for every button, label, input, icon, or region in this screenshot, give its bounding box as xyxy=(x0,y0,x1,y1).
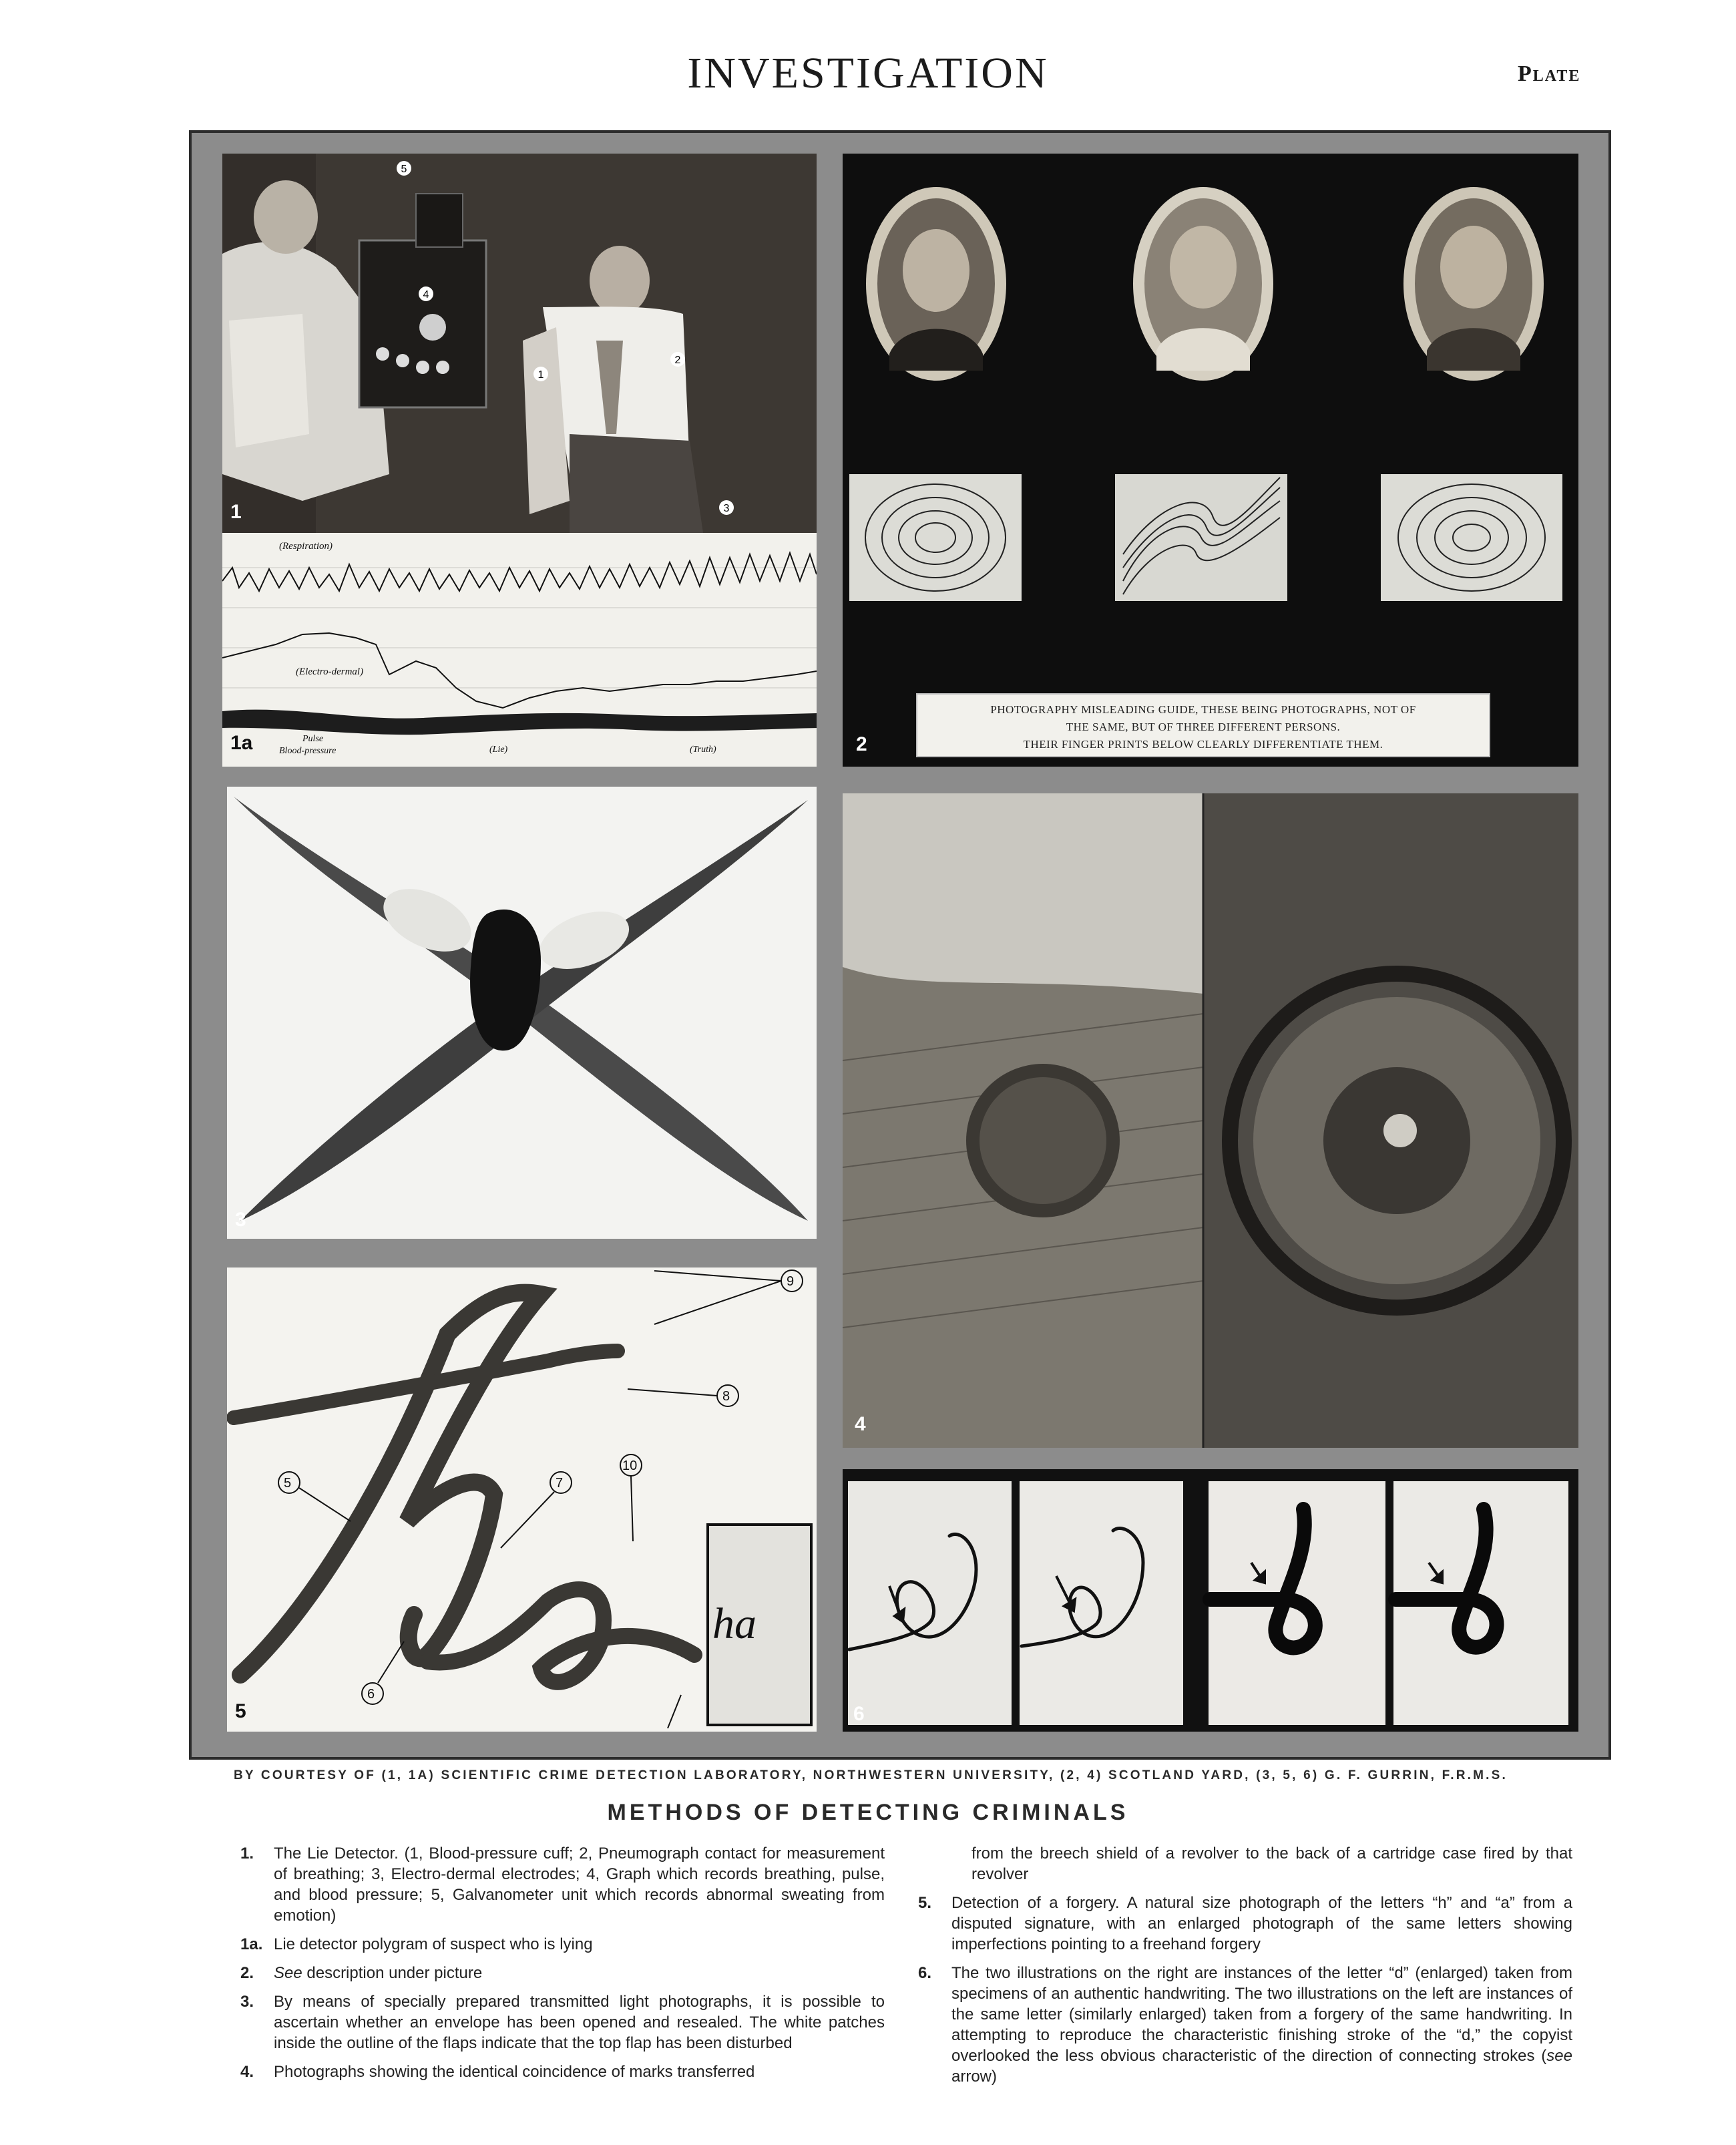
callout-7: 7 xyxy=(556,1476,564,1491)
callout-2: 2 xyxy=(674,355,681,366)
enlarged-letters-h-a xyxy=(227,1268,817,1732)
description-item-6 xyxy=(918,1963,1572,2087)
lie-label: (Lie) xyxy=(489,745,508,755)
portraits-and-fingerprints xyxy=(843,154,1578,767)
truth-label: (Truth) xyxy=(690,745,716,755)
item-number: 1. xyxy=(240,1844,254,1863)
electrodermal-label: (Electro-dermal) xyxy=(296,666,364,677)
item-text: The Lie Detector. (1, Blood-pressure cuff; 2, Pneumograph contact for measurement of breathing; 3, Electro-dermal electrodes; 4, Graph which records breathing, pulse, and blood pressure; 5, Galvanometer unit which records abnormal sweating from emotion) xyxy=(274,1844,885,1925)
envelope-flaps-image xyxy=(227,787,817,1239)
item-number: 3. xyxy=(240,1993,254,2011)
figure-6-letter-d-comparison xyxy=(843,1469,1578,1732)
item-number: 4. xyxy=(240,2063,254,2081)
callout-5: 5 xyxy=(284,1476,292,1491)
callout-9: 9 xyxy=(787,1274,795,1289)
figure-3-number: 3 xyxy=(235,1209,246,1231)
item-text: Detection of a forgery. A natural size photograph of the letters “h” and “a” from a disputed signature, with an enlarged photograph of the same letters showing imperfections pointing to a freehand forgery xyxy=(951,1894,1572,1953)
page-title: INVESTIGATION xyxy=(687,49,1049,98)
descriptions-right-column xyxy=(918,1843,1572,2095)
description-item-4-continued: from the breech shield of a revolver to the back of a cartridge case fired by that revolver xyxy=(971,1844,1572,1883)
figure-6-number: 6 xyxy=(853,1703,865,1725)
figure-1a-number: 1a xyxy=(230,732,253,754)
figure-1-lie-detector xyxy=(222,154,817,767)
descriptions-left-column xyxy=(240,1843,885,2090)
callout-3: 3 xyxy=(723,503,730,514)
caption-line-3: THEIR FINGER PRINTS BELOW CLEARLY DIFFERENTIATE THEM. xyxy=(1023,738,1383,751)
item-text-main: The two illustrations on the right are instances of the letter “d” (enlarged) taken from specimens of an authentic handwriting. The two illustrations on the left are instances of the same letter (similarly enlarged) taken from a forgery of the same handwriting. In attempting to reproduce the characteristic finishing stroke of the “d,” the copyist overlooked the less obvious characteristic of the direction of connecting strokes ( xyxy=(951,1964,1572,2065)
item-emphasis: See xyxy=(274,1964,302,1982)
description-item-3 xyxy=(240,1991,885,2054)
fingerprints xyxy=(849,474,1562,601)
item-text-end: arrow) xyxy=(951,2068,998,2086)
caption-line-1: PHOTOGRAPHY MISLEADING GUIDE, THESE BEING PHOTOGRAPHS, NOT OF xyxy=(990,703,1416,716)
item-emphasis: see xyxy=(1546,2047,1572,2065)
figure-5-forgery-letters xyxy=(227,1268,817,1732)
description-item-5 xyxy=(918,1893,1572,1955)
figure-5-number: 5 xyxy=(235,1700,246,1722)
figure-2-photographs-fingerprints xyxy=(843,154,1578,767)
figure-4-cartridge-marks xyxy=(843,793,1578,1448)
item-number: 2. xyxy=(240,1964,254,1982)
caption-line-2: THE SAME, BUT OF THREE DIFFERENT PERSONS. xyxy=(1066,721,1341,733)
description-item-4 xyxy=(240,2062,885,2082)
portrait-ovals xyxy=(866,187,1544,381)
callout-10: 10 xyxy=(622,1458,638,1473)
figure-2-number: 2 xyxy=(856,733,867,755)
callout-4: 4 xyxy=(423,289,429,301)
breech-and-cartridge-images xyxy=(843,793,1578,1448)
callout-5: 5 xyxy=(401,164,407,175)
item-text: Photographs showing the identical coincidence of marks transferred xyxy=(274,2063,755,2081)
figure-4-number: 4 xyxy=(855,1413,866,1435)
description-item-2 xyxy=(240,1963,885,1983)
plate-label: Plate xyxy=(1518,61,1581,86)
item-number: 5. xyxy=(918,1894,932,1912)
blood-pressure-label: Blood-pressure xyxy=(279,746,337,756)
item-number: 6. xyxy=(918,1964,932,1982)
description-item-1a xyxy=(240,1934,885,1955)
callout-8: 8 xyxy=(722,1389,730,1404)
section-heading: METHODS OF DETECTING CRIMINALS xyxy=(607,1800,1129,1825)
item-text: By means of specially prepared transmitted light photographs, it is possible to ascertain whether an envelope has been opened and resealed. The white patches inside the outline of the flaps indicate that the top flap has been disturbed xyxy=(274,1993,885,2052)
letter-d-specimens xyxy=(843,1469,1578,1732)
item-text xyxy=(951,1963,1572,2087)
pulse-label: Pulse xyxy=(302,734,324,744)
photo-credit-line: BY COURTESY OF (1, 1A) SCIENTIFIC CRIME DETECTION LABORATORY, NORTHWESTERN UNIVERSITY, (2, 4) SCOTLAND YARD, (3, 5, 6) G. F. GURRIN, F.R.M.S. xyxy=(234,1768,1508,1782)
natural-size-letters: ha xyxy=(712,1599,756,1648)
figure-2-caption xyxy=(916,693,1490,757)
figure-3-envelope-photograph xyxy=(227,787,817,1239)
item-text-rest: description under picture xyxy=(302,1964,483,1982)
callout-6: 6 xyxy=(367,1687,375,1702)
lie-detector-photo xyxy=(222,154,817,767)
item-number: 1a. xyxy=(240,1935,263,1953)
respiration-label: (Respiration) xyxy=(279,541,333,552)
item-text xyxy=(274,1963,885,1983)
item-text: Lie detector polygram of suspect who is lying xyxy=(274,1935,593,1953)
callout-1: 1 xyxy=(537,369,544,381)
figure-1-number: 1 xyxy=(230,501,242,523)
description-item-1 xyxy=(240,1843,885,1926)
